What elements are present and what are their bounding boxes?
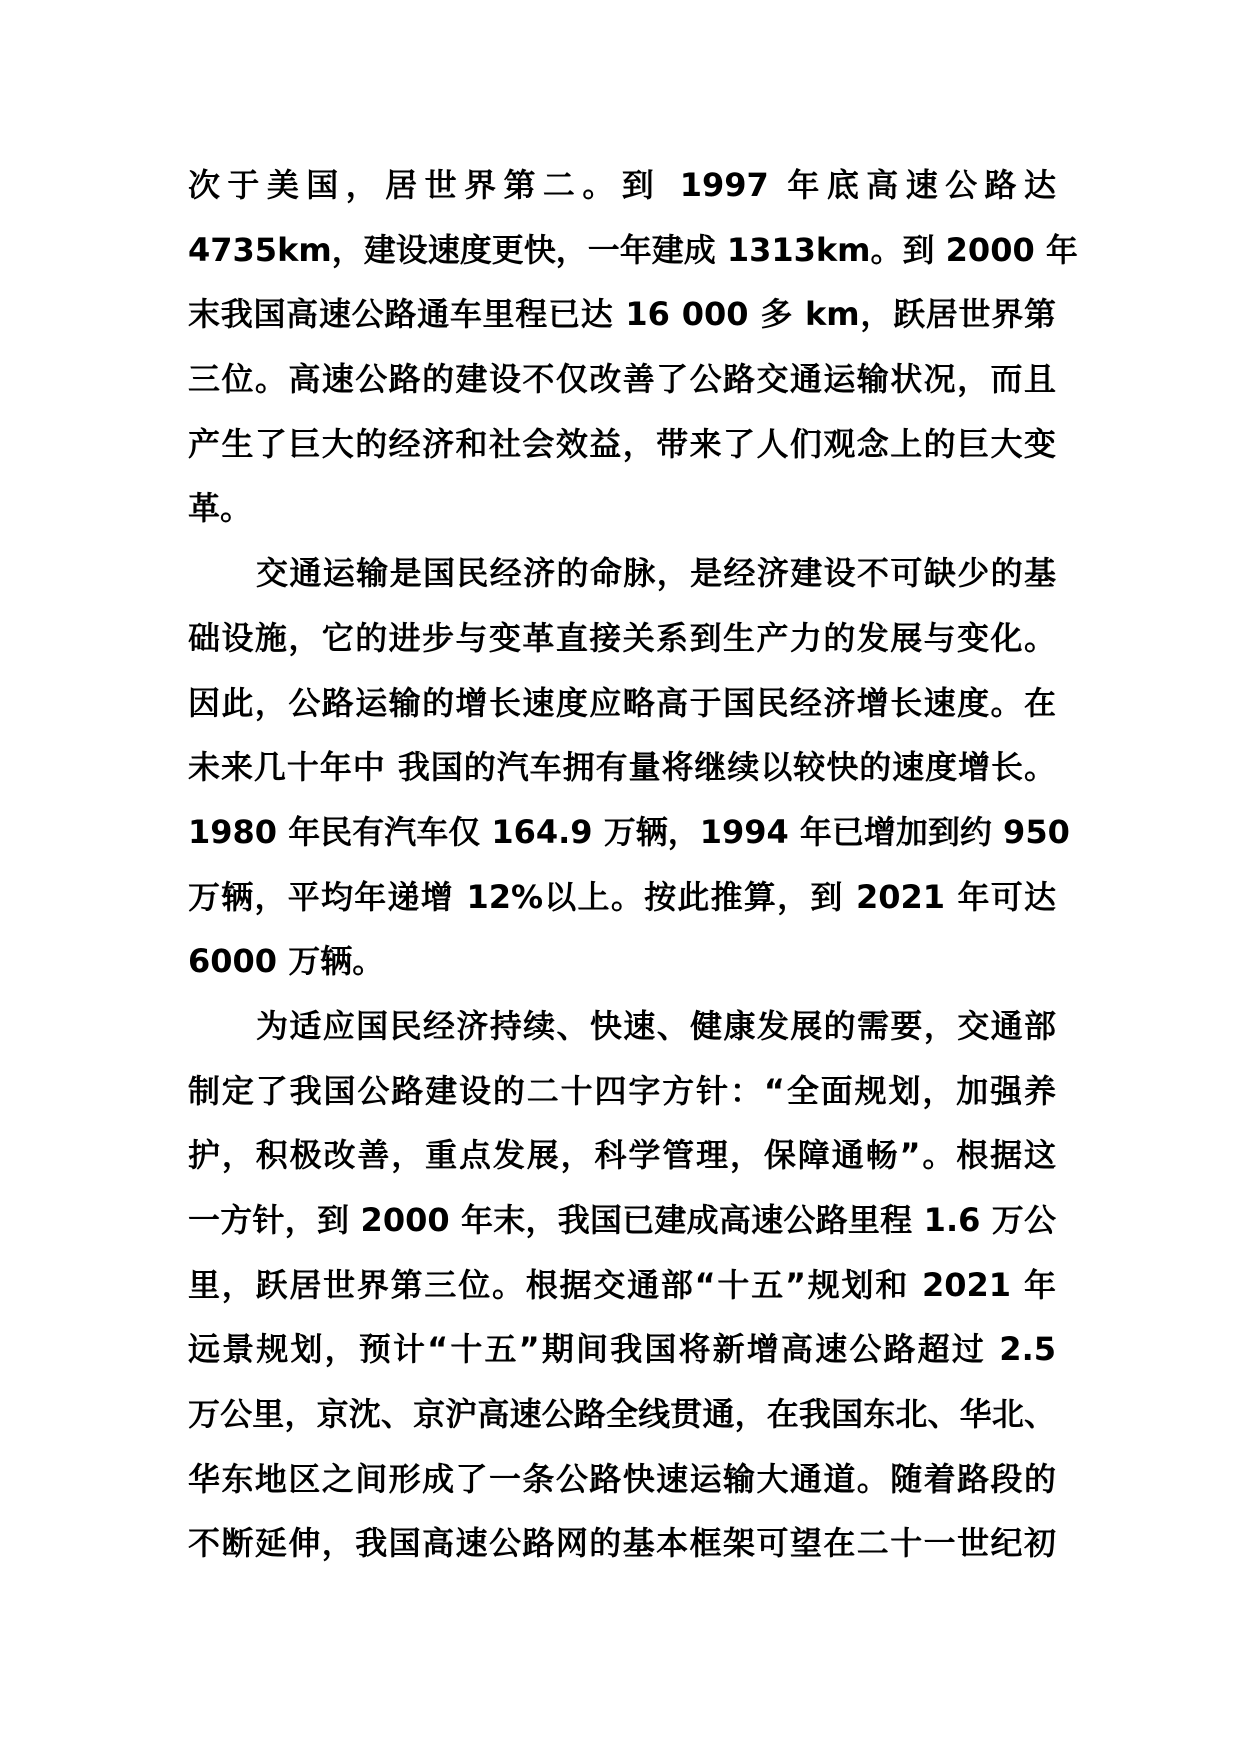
text-line: 华东地区之间形成了一条公路快速运输大通道。随着路段的 — [188, 1459, 1056, 1498]
text-line: 一方针，到 2000 年末，我国已建成高速公路里程 1.6 万公 — [188, 1201, 1056, 1239]
text-line: 6000 万辆。 — [188, 942, 385, 981]
text-line: 制定了我国公路建设的二十四字方针：“全面规划，加强养 — [188, 1071, 1056, 1110]
paragraph-expressway-history — [188, 153, 1078, 541]
text-line: 交通运输是国民经济的命脉，是经济建设不可缺少的基 — [256, 554, 1056, 593]
text-line: 远景规划，预计“十五”期间我国将新增高速公路超过 2.5 — [188, 1330, 1056, 1369]
text-line: 未来几十年中 我国的汽车拥有量将继续以较快的速度增长。 — [188, 748, 1056, 787]
text-line: 万公里，京沈、京沪高速公路全线贯通，在我国东北、华北、 — [188, 1395, 1056, 1434]
text-line: 护，积极改善，重点发展，科学管理，保障通畅”。根据这 — [188, 1136, 1056, 1175]
text-line: 1980 年民有汽车仅 164.9 万辆，1994 年已增加到约 950 — [188, 812, 1070, 851]
text-line: 不断延伸，我国高速公路网的基本框架可望在二十一世纪初 — [188, 1524, 1056, 1563]
text-line: 产生了巨大的经济和社会效益，带来了人们观念上的巨大变 — [188, 424, 1056, 463]
paragraph-construction-policy — [188, 994, 1056, 1576]
text-line: 革。 — [188, 489, 253, 528]
text-line: 次于美国，居世界第二。到 1997 年底高速公路达 — [188, 166, 1056, 204]
text-line: 础设施，它的进步与变革直接关系到生产力的发展与变化。 — [188, 618, 1056, 657]
text-line: 里，跃居世界第三位。根据交通部“十五”规划和 2021 年 — [188, 1265, 1056, 1304]
text-line: 三位。高速公路的建设不仅改善了公路交通运输状况，而且 — [188, 360, 1056, 399]
paragraph-transport-importance — [188, 541, 1070, 994]
body-text — [188, 153, 1078, 1576]
text-line: 末我国高速公路通车里程已达 16 000 多 km，跃居世界第 — [188, 295, 1056, 334]
text-line: 4735km，建设速度更快，一年建成 1313km。到 2000 年 — [188, 230, 1078, 269]
text-line: 万辆，平均年递增 12%以上。按此推算，到 2021 年可达 — [188, 877, 1056, 916]
text-line: 因此，公路运输的增长速度应略高于国民经济增长速度。在 — [188, 683, 1056, 722]
text-line: 为适应国民经济持续、快速、健康发展的需要，交通部 — [256, 1006, 1056, 1045]
